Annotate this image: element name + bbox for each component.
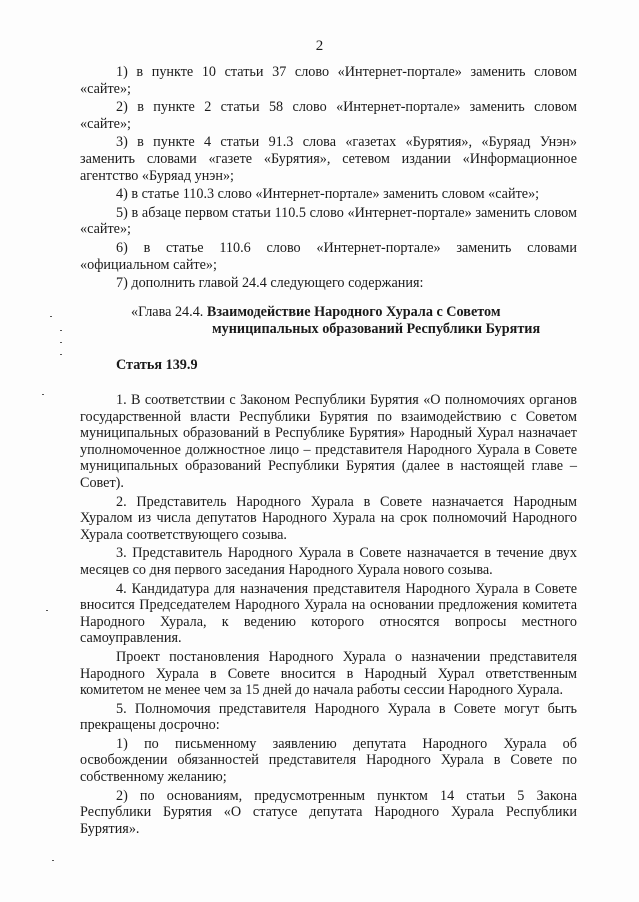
article-paragraph: 5. Полномочия представителя Народного Хурала в Совете могут быть прекращены досрочно: <box>80 700 577 734</box>
amendment-item: 7) дополнить главой 24.4 следующего содержания: <box>116 275 424 292</box>
amendment-item: 2) в пункте 2 статьи 58 слово «Интернет-портале» заменить словом «сайте»; <box>80 99 577 132</box>
amendments-list <box>80 64 577 294</box>
amendment-item: 1) в пункте 10 статьи 37 слово «Интернет-портале» заменить словом «сайте»; <box>80 64 577 97</box>
chapter-prefix: «Глава 24.4. <box>131 304 207 320</box>
margin-speck <box>46 610 48 611</box>
page-number: 2 <box>315 38 324 54</box>
margin-speck <box>60 354 62 355</box>
amendment-item: 4) в статье 110.3 слово «Интернет-портале» заменить словом «сайте»; <box>116 186 540 203</box>
chapter-title-line2: муниципальных образований Республики Бурятия <box>212 321 541 337</box>
margin-speck <box>52 860 54 861</box>
amendment-item: 5) в абзаце первом статьи 110.5 слово «Интернет-портале» заменить словом «сайте»; <box>80 204 577 238</box>
article-paragraph: 4. Кандидатура для назначения представителя Народного Хурала в Совете вносится Председателем Народного Хурала на основании предложения комитета Народного Хурала, к ведению которого относятся вопросы местного самоуправления. <box>80 580 577 647</box>
margin-speck <box>42 394 44 395</box>
article-paragraph: 2) по основаниям, предусмотренным пунктом 14 статьи 5 Закона Республики Бурятия «О статусе депутата Народного Хурала Республики Бурятия». <box>80 787 577 837</box>
margin-speck <box>60 330 62 331</box>
article-body <box>80 392 577 839</box>
chapter-heading <box>80 304 577 338</box>
chapter-heading-line1 <box>80 304 577 321</box>
chapter-title-line1: Взаимодействие Народного Хурала с Советом <box>206 304 501 320</box>
article-heading: Статья 139.9 <box>116 357 198 373</box>
article-paragraph: 2. Представитель Народного Хурала в Совете назначается Народным Хуралом из числа депутатов Народного Хурала на срок полномочий Народного Хурала соответствующего созыва. <box>80 493 577 543</box>
margin-speck <box>60 342 62 343</box>
article-paragraph: 1) по письменному заявлению депутата Народного Хурала об освобождении обязанностей представителя Народного Хурала в Совете по собственному желанию; <box>80 735 577 786</box>
amendment-item: 3) в пункте 4 статьи 91.3 слова «газетах «Бурятия», «Буряад Унэн» заменить словами «газете «Бурятия», сетевом издании «Информационное агентство «Буряад унэн»; <box>80 134 577 184</box>
article-paragraph: 1. В соответствии с Законом Республики Бурятия «О полномочиях органов государственной власти Республики Бурятия по взаимодействию с Советом муниципальных образований в Республике Бурятия» Народный Хурал назначает уполномоченное должностное лицо – представителя Народного Хурала в Совете муниципальных образований Республики Бурятия (далее в настоящей главе – Совет). <box>80 392 577 491</box>
margin-speck <box>50 316 52 317</box>
article-paragraph: 3. Представитель Народного Хурала в Совете назначается в течение двух месяцев со дня первого заседания Народного Хурала нового созыва. <box>80 545 577 578</box>
article-paragraph: Проект постановления Народного Хурала о назначении представителя Народного Хурала в Совете вносится в Народный Хурал ответственным комитетом не менее чем за 15 дней до начала работы сессии Народного Хурала. <box>80 648 577 699</box>
amendment-item: 6) в статье 110.6 слово «Интернет-портале» заменить словами «официальном сайте»; <box>80 239 577 273</box>
